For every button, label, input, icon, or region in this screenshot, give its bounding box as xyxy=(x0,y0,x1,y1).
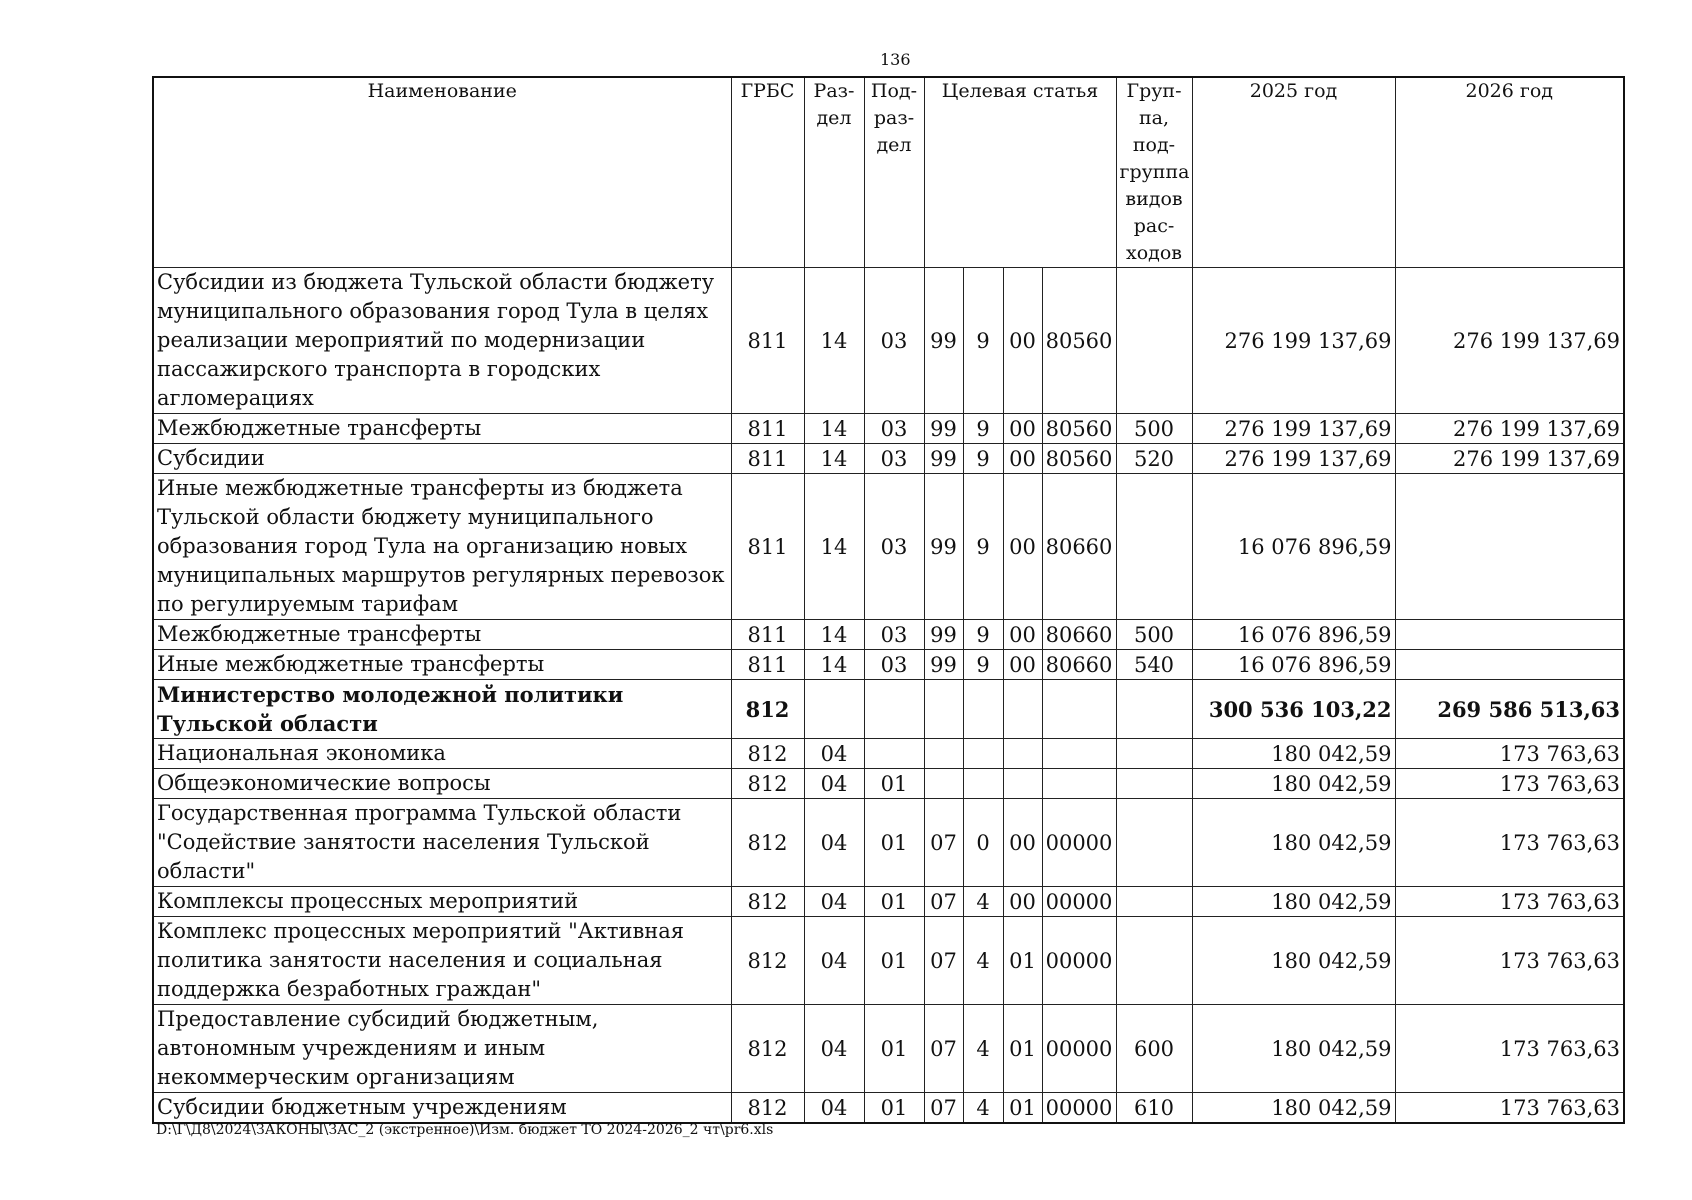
row-target-event-cell: 00 xyxy=(1003,650,1042,680)
row-amount-2026-cell xyxy=(1395,474,1624,620)
row-podrazdel-cell: 03 xyxy=(864,444,924,474)
row-grbs-cell: 812 xyxy=(731,1005,804,1093)
row-amount-2026-cell: 173 763,63 xyxy=(1395,769,1624,799)
row-expense-group-cell xyxy=(1116,799,1192,887)
row-amount-2025-cell: 300 536 103,22 xyxy=(1192,680,1395,739)
row-amount-2025-cell: 180 042,59 xyxy=(1192,917,1395,1005)
row-amount-2025-cell: 180 042,59 xyxy=(1192,887,1395,917)
row-podrazdel-cell: 03 xyxy=(864,414,924,444)
row-podrazdel-cell: 01 xyxy=(864,799,924,887)
row-target-subprogram-cell: 0 xyxy=(963,799,1003,887)
row-amount-2025-cell: 16 076 896,59 xyxy=(1192,474,1395,620)
row-podrazdel-cell: 03 xyxy=(864,620,924,650)
row-target-event-cell: 00 xyxy=(1003,268,1042,414)
table-row xyxy=(153,917,1624,1005)
row-target-program-cell: 99 xyxy=(924,474,963,620)
row-target-subprogram-cell xyxy=(963,739,1003,769)
row-grbs-cell: 812 xyxy=(731,680,804,739)
row-target-event-cell xyxy=(1003,769,1042,799)
row-podrazdel-cell: 01 xyxy=(864,1093,924,1124)
table-body xyxy=(153,268,1624,1124)
table-row xyxy=(153,887,1624,917)
row-target-event-cell: 01 xyxy=(1003,1093,1042,1124)
table-row xyxy=(153,739,1624,769)
row-expense-group-cell: 500 xyxy=(1116,414,1192,444)
row-razdel-cell: 04 xyxy=(804,887,864,917)
row-target-subprogram-cell: 4 xyxy=(963,917,1003,1005)
row-target-event-cell: 00 xyxy=(1003,444,1042,474)
row-target-subprogram-cell xyxy=(963,680,1003,739)
header-year-2026: 2026 год xyxy=(1395,77,1624,268)
row-target-event-cell: 01 xyxy=(1003,917,1042,1005)
row-amount-2026-cell: 173 763,63 xyxy=(1395,1005,1624,1093)
row-expense-group-cell xyxy=(1116,268,1192,414)
row-target-direction-cell: 80660 xyxy=(1042,474,1116,620)
row-expense-group-cell xyxy=(1116,887,1192,917)
row-target-direction-cell: 80560 xyxy=(1042,414,1116,444)
row-target-program-cell: 99 xyxy=(924,444,963,474)
row-target-subprogram-cell: 9 xyxy=(963,444,1003,474)
table-row xyxy=(153,1005,1624,1093)
row-razdel-cell: 04 xyxy=(804,739,864,769)
row-target-direction-cell: 00000 xyxy=(1042,1093,1116,1124)
row-podrazdel-cell: 03 xyxy=(864,268,924,414)
row-amount-2025-cell: 276 199 137,69 xyxy=(1192,444,1395,474)
table-row xyxy=(153,474,1624,620)
row-target-direction-cell: 80560 xyxy=(1042,268,1116,414)
row-amount-2025-cell: 16 076 896,59 xyxy=(1192,620,1395,650)
row-target-event-cell: 00 xyxy=(1003,414,1042,444)
row-target-direction-cell: 00000 xyxy=(1042,799,1116,887)
row-amount-2026-cell: 173 763,63 xyxy=(1395,887,1624,917)
row-podrazdel-cell: 01 xyxy=(864,1005,924,1093)
row-amount-2026-cell: 276 199 137,69 xyxy=(1395,414,1624,444)
row-podrazdel-cell: 01 xyxy=(864,887,924,917)
row-target-event-cell: 01 xyxy=(1003,1005,1042,1093)
row-razdel-cell: 04 xyxy=(804,769,864,799)
row-grbs-cell: 812 xyxy=(731,769,804,799)
row-target-program-cell: 07 xyxy=(924,1005,963,1093)
row-target-event-cell: 00 xyxy=(1003,620,1042,650)
row-grbs-cell: 812 xyxy=(731,917,804,1005)
row-expense-group-cell xyxy=(1116,474,1192,620)
row-expense-group-cell: 520 xyxy=(1116,444,1192,474)
header-grbs: ГРБС xyxy=(731,77,804,268)
row-name-cell: Предоставление субсидий бюджетным, автономным учреждениям и иным некоммерческим организациям xyxy=(153,1005,731,1093)
row-target-program-cell: 07 xyxy=(924,917,963,1005)
row-expense-group-cell xyxy=(1116,739,1192,769)
row-target-direction-cell xyxy=(1042,680,1116,739)
row-target-program-cell: 99 xyxy=(924,268,963,414)
row-name-cell: Субсидии бюджетным учреждениям xyxy=(153,1093,731,1124)
row-target-subprogram-cell xyxy=(963,769,1003,799)
row-name-cell: Межбюджетные трансферты xyxy=(153,414,731,444)
row-target-subprogram-cell: 9 xyxy=(963,268,1003,414)
header-year-2025: 2025 год xyxy=(1192,77,1395,268)
row-name-cell: Межбюджетные трансферты xyxy=(153,620,731,650)
row-grbs-cell: 811 xyxy=(731,444,804,474)
row-podrazdel-cell: 03 xyxy=(864,650,924,680)
row-target-program-cell xyxy=(924,769,963,799)
row-expense-group-cell xyxy=(1116,769,1192,799)
row-target-program-cell: 07 xyxy=(924,799,963,887)
row-razdel-cell: 04 xyxy=(804,799,864,887)
row-amount-2025-cell: 276 199 137,69 xyxy=(1192,268,1395,414)
row-target-direction-cell: 80660 xyxy=(1042,620,1116,650)
row-name-cell: Общеэкономические вопросы xyxy=(153,769,731,799)
row-expense-group-cell: 540 xyxy=(1116,650,1192,680)
row-target-direction-cell: 00000 xyxy=(1042,887,1116,917)
page-number: 136 xyxy=(880,50,911,69)
row-expense-group-cell: 500 xyxy=(1116,620,1192,650)
row-amount-2026-cell xyxy=(1395,650,1624,680)
row-expense-group-cell xyxy=(1116,917,1192,1005)
row-amount-2026-cell xyxy=(1395,620,1624,650)
row-target-direction-cell: 00000 xyxy=(1042,917,1116,1005)
file-path-footer: D:\Г\Д8\2024\ЗАКОНЫ\ЗАС_2 (экстренное)\Изм. бюджет ТО 2024-2026_2 чт\pr6.xls xyxy=(156,1122,774,1138)
row-razdel-cell: 14 xyxy=(804,474,864,620)
row-target-direction-cell: 80660 xyxy=(1042,650,1116,680)
budget-table xyxy=(152,76,1625,1124)
row-grbs-cell: 811 xyxy=(731,650,804,680)
row-razdel-cell: 04 xyxy=(804,1005,864,1093)
row-amount-2026-cell: 276 199 137,69 xyxy=(1395,268,1624,414)
row-razdel-cell: 14 xyxy=(804,414,864,444)
row-target-program-cell: 07 xyxy=(924,1093,963,1124)
row-expense-group-cell xyxy=(1116,680,1192,739)
row-target-event-cell xyxy=(1003,739,1042,769)
row-razdel-cell: 04 xyxy=(804,1093,864,1124)
row-amount-2026-cell: 269 586 513,63 xyxy=(1395,680,1624,739)
row-grbs-cell: 811 xyxy=(731,474,804,620)
row-target-event-cell: 00 xyxy=(1003,887,1042,917)
table-row xyxy=(153,620,1624,650)
row-amount-2025-cell: 180 042,59 xyxy=(1192,769,1395,799)
row-target-program-cell xyxy=(924,680,963,739)
row-target-direction-cell xyxy=(1042,769,1116,799)
row-target-event-cell: 00 xyxy=(1003,799,1042,887)
row-amount-2025-cell: 180 042,59 xyxy=(1192,739,1395,769)
row-name-cell: Министерство молодежной политики Тульской области xyxy=(153,680,731,739)
row-target-direction-cell: 80560 xyxy=(1042,444,1116,474)
row-name-cell: Национальная экономика xyxy=(153,739,731,769)
row-razdel-cell: 14 xyxy=(804,620,864,650)
header-name: Наименование xyxy=(153,77,731,268)
row-podrazdel-cell: 03 xyxy=(864,474,924,620)
row-target-subprogram-cell: 9 xyxy=(963,620,1003,650)
header-razdel: Раз- дел xyxy=(804,77,864,268)
row-target-subprogram-cell: 4 xyxy=(963,1005,1003,1093)
table-row xyxy=(153,680,1624,739)
row-target-subprogram-cell: 4 xyxy=(963,1093,1003,1124)
header-expense-group: Груп- па, под- группа видов рас- ходов xyxy=(1116,77,1192,268)
header-target-article: Целевая статья xyxy=(924,77,1116,268)
row-target-subprogram-cell: 9 xyxy=(963,414,1003,444)
row-target-subprogram-cell: 9 xyxy=(963,474,1003,620)
row-amount-2026-cell: 173 763,63 xyxy=(1395,799,1624,887)
row-target-event-cell: 00 xyxy=(1003,474,1042,620)
row-target-program-cell: 99 xyxy=(924,414,963,444)
row-grbs-cell: 811 xyxy=(731,414,804,444)
row-amount-2026-cell: 173 763,63 xyxy=(1395,1093,1624,1124)
row-amount-2026-cell: 173 763,63 xyxy=(1395,917,1624,1005)
row-razdel-cell: 14 xyxy=(804,650,864,680)
row-target-direction-cell: 00000 xyxy=(1042,1005,1116,1093)
row-target-subprogram-cell: 9 xyxy=(963,650,1003,680)
table-row xyxy=(153,650,1624,680)
row-grbs-cell: 812 xyxy=(731,1093,804,1124)
row-target-program-cell: 99 xyxy=(924,650,963,680)
row-grbs-cell: 811 xyxy=(731,268,804,414)
row-amount-2025-cell: 180 042,59 xyxy=(1192,799,1395,887)
row-grbs-cell: 812 xyxy=(731,739,804,769)
row-target-program-cell: 99 xyxy=(924,620,963,650)
row-amount-2025-cell: 180 042,59 xyxy=(1192,1005,1395,1093)
row-expense-group-cell: 600 xyxy=(1116,1005,1192,1093)
row-podrazdel-cell: 01 xyxy=(864,917,924,1005)
row-name-cell: Иные межбюджетные трансферты xyxy=(153,650,731,680)
row-name-cell: Субсидии из бюджета Тульской области бюджету муниципального образования город Тула в целях реализации мероприятий по модернизации пассажирского транспорта в городских агломерациях xyxy=(153,268,731,414)
row-grbs-cell: 812 xyxy=(731,799,804,887)
row-podrazdel-cell: 01 xyxy=(864,769,924,799)
row-expense-group-cell: 610 xyxy=(1116,1093,1192,1124)
row-name-cell: Субсидии xyxy=(153,444,731,474)
table-row xyxy=(153,414,1624,444)
row-amount-2025-cell: 180 042,59 xyxy=(1192,1093,1395,1124)
row-target-program-cell: 07 xyxy=(924,887,963,917)
row-podrazdel-cell xyxy=(864,680,924,739)
row-grbs-cell: 812 xyxy=(731,887,804,917)
row-target-subprogram-cell: 4 xyxy=(963,887,1003,917)
row-razdel-cell xyxy=(804,680,864,739)
table-row xyxy=(153,799,1624,887)
row-amount-2025-cell: 276 199 137,69 xyxy=(1192,414,1395,444)
row-name-cell: Комплекс процессных мероприятий "Активная политика занятости населения и социальная поддержка безработных граждан" xyxy=(153,917,731,1005)
row-razdel-cell: 04 xyxy=(804,917,864,1005)
row-name-cell: Государственная программа Тульской области "Содействие занятости населения Тульской области" xyxy=(153,799,731,887)
row-name-cell: Комплексы процессных мероприятий xyxy=(153,887,731,917)
table-row xyxy=(153,444,1624,474)
table-header xyxy=(153,77,1624,268)
row-target-direction-cell xyxy=(1042,739,1116,769)
row-podrazdel-cell xyxy=(864,739,924,769)
table-row xyxy=(153,1093,1624,1124)
table-row xyxy=(153,268,1624,414)
header-podrazdel: Под- раз- дел xyxy=(864,77,924,268)
row-target-event-cell xyxy=(1003,680,1042,739)
row-amount-2026-cell: 276 199 137,69 xyxy=(1395,444,1624,474)
row-razdel-cell: 14 xyxy=(804,268,864,414)
table-row xyxy=(153,769,1624,799)
row-target-program-cell xyxy=(924,739,963,769)
row-amount-2025-cell: 16 076 896,59 xyxy=(1192,650,1395,680)
row-name-cell: Иные межбюджетные трансферты из бюджета Тульской области бюджету муниципального образования город Тула на организацию новых муниципальных маршрутов регулярных перевозок по регулируемым тарифам xyxy=(153,474,731,620)
row-razdel-cell: 14 xyxy=(804,444,864,474)
row-grbs-cell: 811 xyxy=(731,620,804,650)
row-amount-2026-cell: 173 763,63 xyxy=(1395,739,1624,769)
